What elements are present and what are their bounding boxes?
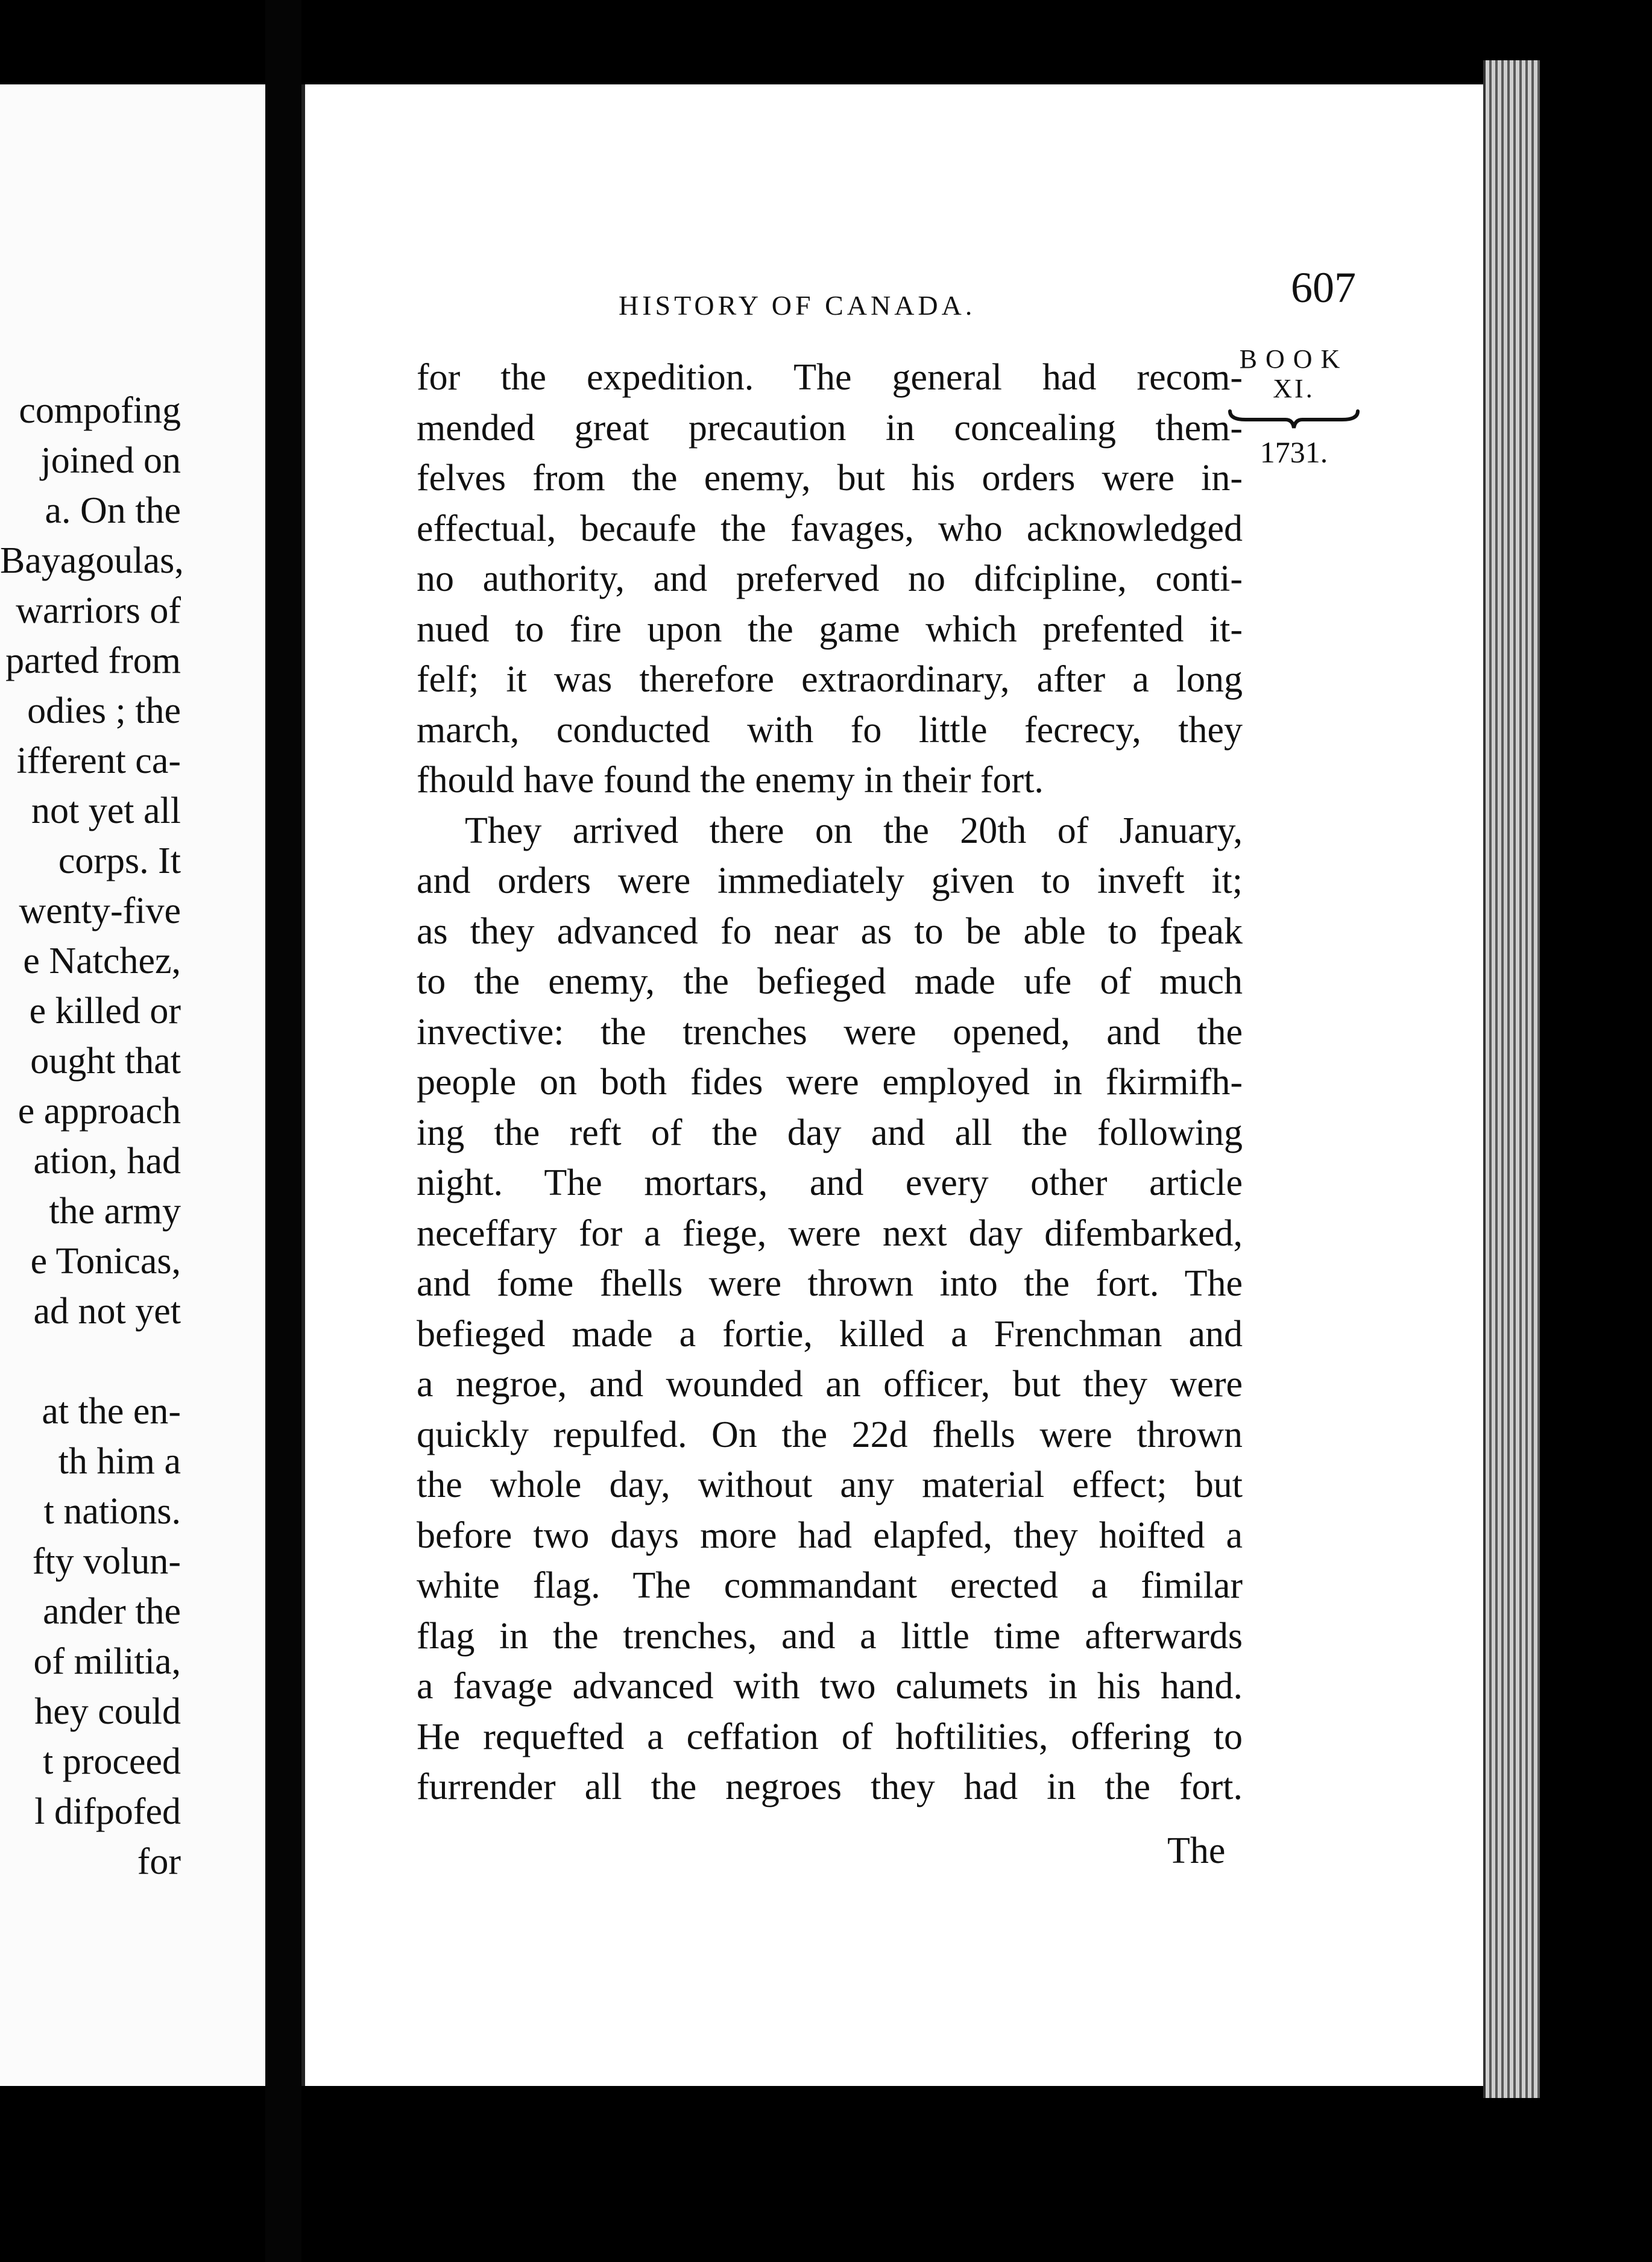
left-line: of militia, — [33, 1641, 181, 1682]
text-line: He requefted a ceffation of hoftilities, offering to — [417, 1716, 1243, 1757]
text-line: neceffary for a fiege, were next day difembarked, — [417, 1212, 1243, 1254]
margin-book-label: BOOK — [1239, 344, 1349, 374]
text-line: ing the reft of the day and all the following — [417, 1112, 1243, 1153]
text-line: fhould have found the enemy in their fort. — [417, 760, 1044, 801]
left-line: e killed or — [29, 991, 181, 1032]
margin-year: 1731. — [1259, 435, 1328, 469]
text-line: effectual, becaufe the favages, who acknowledged — [417, 508, 1243, 549]
text-line: march, conducted with fo little fecrecy, they — [417, 709, 1243, 751]
text-line: felves from the enemy, but his orders were in- — [417, 458, 1243, 499]
left-line-blank — [0, 1337, 265, 1387]
left-catchword: for — [137, 1841, 181, 1882]
catchword: The — [1167, 1830, 1226, 1871]
text-line: befieged made a fortie, killed a Frenchman and — [417, 1313, 1243, 1355]
text-line: felf; it was therefore extraordinary, after a long — [417, 659, 1243, 700]
text-line: night. The mortars, and every other article — [417, 1162, 1243, 1203]
left-line: compofing — [19, 390, 181, 431]
left-line: warriors of — [16, 590, 181, 631]
text-line: to the enemy, the befieged made ufe of much — [417, 961, 1243, 1002]
left-line: ad not yet — [33, 1291, 181, 1332]
text-line: people on both fides were employed in fkirmifh- — [417, 1062, 1243, 1103]
left-line: not yet all — [31, 790, 181, 831]
left-line: e Natchez, — [23, 940, 181, 981]
left-line: odies ; the — [27, 690, 181, 731]
left-line: Bayagoulas, — [0, 540, 184, 581]
left-line: l difpofed — [34, 1791, 181, 1832]
left-line: ifferent ca- — [16, 740, 181, 781]
left-line: ander the — [43, 1591, 181, 1632]
text-line: the whole day, without any material effect; but — [417, 1464, 1243, 1505]
text-line: mended great precaution in concealing them- — [417, 407, 1243, 449]
text-line: as they advanced fo near as to be able to fpeak — [417, 910, 1243, 952]
book-gutter — [265, 0, 301, 2262]
text-line: quickly repulfed. On the 22d fhells were thrown — [417, 1414, 1243, 1455]
paragraph-start-line: They arrived there on the 20th of January, — [465, 810, 1243, 851]
text-line: nued to fire upon the game which prefented it- — [417, 608, 1243, 650]
left-line: the army — [49, 1191, 181, 1232]
left-line: e approach — [17, 1091, 181, 1132]
text-line: white flag. The commandant erected a fimilar — [417, 1565, 1243, 1606]
left-line: ation, had — [33, 1141, 181, 1182]
page-edges — [1483, 60, 1540, 2098]
left-page-text — [0, 386, 265, 1887]
body-text — [417, 353, 1243, 1813]
left-line: at the en- — [42, 1391, 181, 1432]
left-line: a. On the — [45, 490, 181, 531]
page-number: 607 — [1291, 263, 1356, 312]
left-line: t proceed — [43, 1741, 181, 1782]
running-head: HISTORY OF CANADA. — [619, 290, 976, 321]
text-line: a favage advanced with two calumets in his hand. — [417, 1666, 1243, 1707]
left-facing-page — [0, 84, 265, 2086]
left-line: t nations. — [43, 1491, 181, 1532]
left-line: parted from — [5, 640, 181, 681]
left-line: e Tonicas, — [30, 1241, 181, 1282]
left-line: fty volun- — [32, 1541, 181, 1582]
text-line: invective: the trenches were opened, and the — [417, 1011, 1243, 1053]
curly-brace-icon — [1228, 406, 1360, 430]
left-line: wenty-five — [19, 890, 181, 931]
margin-volume-label: XI. — [1273, 374, 1315, 403]
text-line: and orders were immediately given to inveft it; — [417, 860, 1243, 901]
left-line: joined on — [40, 440, 181, 481]
text-line: flag in the trenches, and a little time afterwards — [417, 1615, 1243, 1657]
left-line: th him a — [58, 1441, 181, 1482]
right-page — [301, 84, 1523, 2086]
text-line: for the expedition. The general had recom- — [417, 357, 1243, 398]
left-line: hey could — [34, 1691, 181, 1732]
text-line: furrender all the negroes they had in the fort. — [417, 1766, 1243, 1807]
text-line: no authority, and preferved no difcipline, conti- — [417, 558, 1243, 599]
left-line: ought that — [30, 1041, 181, 1082]
text-line: before two days more had elapfed, they hoifted a — [417, 1514, 1243, 1556]
margin-note — [1222, 344, 1366, 470]
text-line: a negroe, and wounded an officer, but they were — [417, 1364, 1243, 1405]
left-line: corps. It — [58, 840, 181, 881]
text-line: and fome fhells were thrown into the fort. The — [417, 1263, 1243, 1304]
